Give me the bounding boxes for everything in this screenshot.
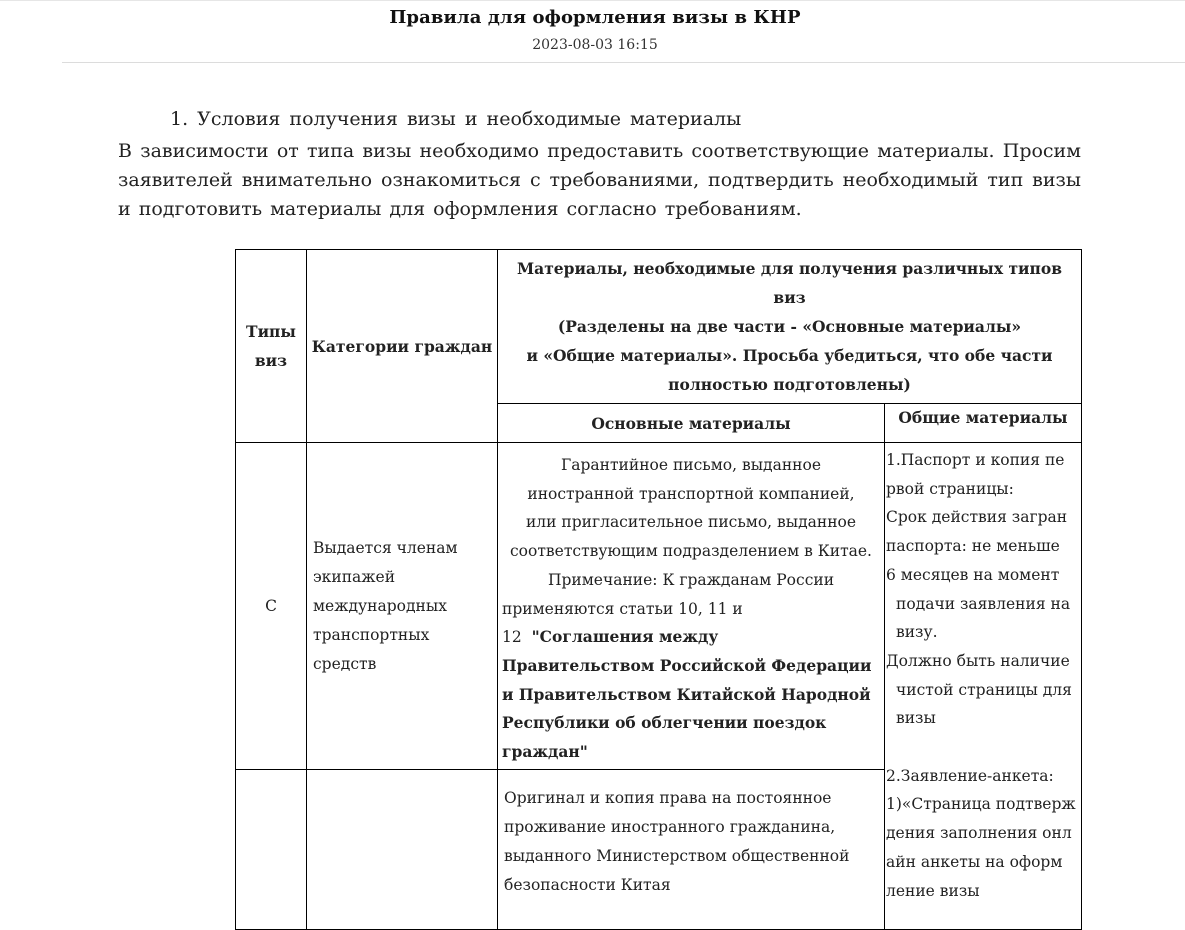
common-material-line: ление визы [886,881,980,900]
header-categories-label: Категории граждан [311,336,493,356]
top-border [0,0,1185,1]
header-materials-line: Материалы, необходимые для получения различных типов [517,259,1063,278]
intro-paragraph: В зависимости от типа визы необходимо предоставить соответствующие материалы. Просим заявителей внимательно ознакомиться с требованиями, подтвердить необходимый тип визы и подготовить материалы для оформления согласно требованиям. [118,140,1081,220]
common-material-line: чистой страницы для [896,680,1072,699]
common-material-line: айн анкеты на оформ [886,852,1063,871]
main-material-line: Гарантийное письмо, выданное [560,456,822,474]
header-materials-line: (Разделены на две части - «Основные материалы» [557,317,1022,336]
article-title: Правила для оформления визы в КНР [389,7,801,28]
main-material-line: или пригласительное письмо, выданное [525,513,857,532]
category-line: средств [313,654,377,673]
header-materials [498,250,1082,404]
common-material-line: визу. [896,623,938,642]
category-line: международных [313,596,447,615]
common-material-line: подачи заявления на [896,594,1071,613]
category-line: транспортных [313,625,430,644]
main-material-line: проживание иностранного гражданина, [504,818,836,836]
header-materials-line: виз [773,288,806,307]
common-material-line: паспорта: не меньше [886,537,1060,556]
agreement-title-line: граждан" [502,742,588,762]
header-main-materials: Основные материалы [498,404,885,443]
main-material-line: выданного Министерством общественной [504,847,850,865]
common-material-line: 2.Заявление-анкета: [886,766,1054,785]
main-material-line [502,623,880,652]
main-materials-cell [498,770,885,930]
common-material-line: Должно быть наличие [886,651,1070,670]
table-row [236,443,1082,770]
header-categories [307,250,498,443]
category-cell [307,770,498,930]
table-header-row [236,250,1082,404]
main-material-line: безопасности Китая [504,876,671,894]
header-divider [62,62,1185,63]
common-material-line: 6 месяцев на момент [886,565,1060,584]
common-material-line: 1)«Страница подтверж [886,795,1076,814]
visa-type-cell [236,770,307,930]
common-material-line: 1.Паспорт и копия пе [886,451,1065,469]
header-common-materials: Общие материалы [885,404,1082,443]
visa-requirements-table [235,249,1082,930]
common-material-line: Срок действия загран [886,508,1068,527]
article-date: 2023-08-03 16:15 [532,37,658,53]
header-visa-types [236,250,307,443]
agreement-title-line: Республики об облегчении поездок [502,713,827,733]
header-visa-types-line: Типы [246,322,296,341]
common-material-spacer [886,733,1080,762]
main-material-line: Примечание: К гражданам России [547,570,835,589]
category-line: экипажей [313,567,396,586]
common-material-line: дения заполнения онл [886,824,1072,843]
main-materials-cell [498,443,885,770]
category-line: Выдается членам [313,538,458,557]
header-materials-line: полностью подготовлены) [668,375,911,394]
main-material-line: применяются статьи 10, 11 и [502,599,743,618]
common-material-line: рвой страницы: [886,479,1014,498]
section-heading: 1. Условия получения визы и необходимые материалы [170,108,742,130]
agreement-title-line: "Соглашения между [531,627,719,647]
common-materials-cell [885,443,1082,930]
article-number: 12 [502,628,522,647]
header-visa-types-line: виз [254,351,288,370]
category-cell [307,443,498,770]
agreement-title-line: и Правительством Китайской Народной [502,684,871,704]
agreement-title-line: Правительством Российской Федерации [502,655,872,675]
main-material-line: соответствующим подразделением в Китае. [510,542,872,561]
main-material-line: Оригинал и копия права на постоянное [504,789,832,807]
visa-type-cell: C [236,443,307,770]
common-material-line: визы [896,709,936,728]
header-materials-line: и «Общие материалы». Просьба убедиться, что обе части [526,346,1053,365]
main-material-line: иностранной транспортной компанией, [527,484,855,503]
